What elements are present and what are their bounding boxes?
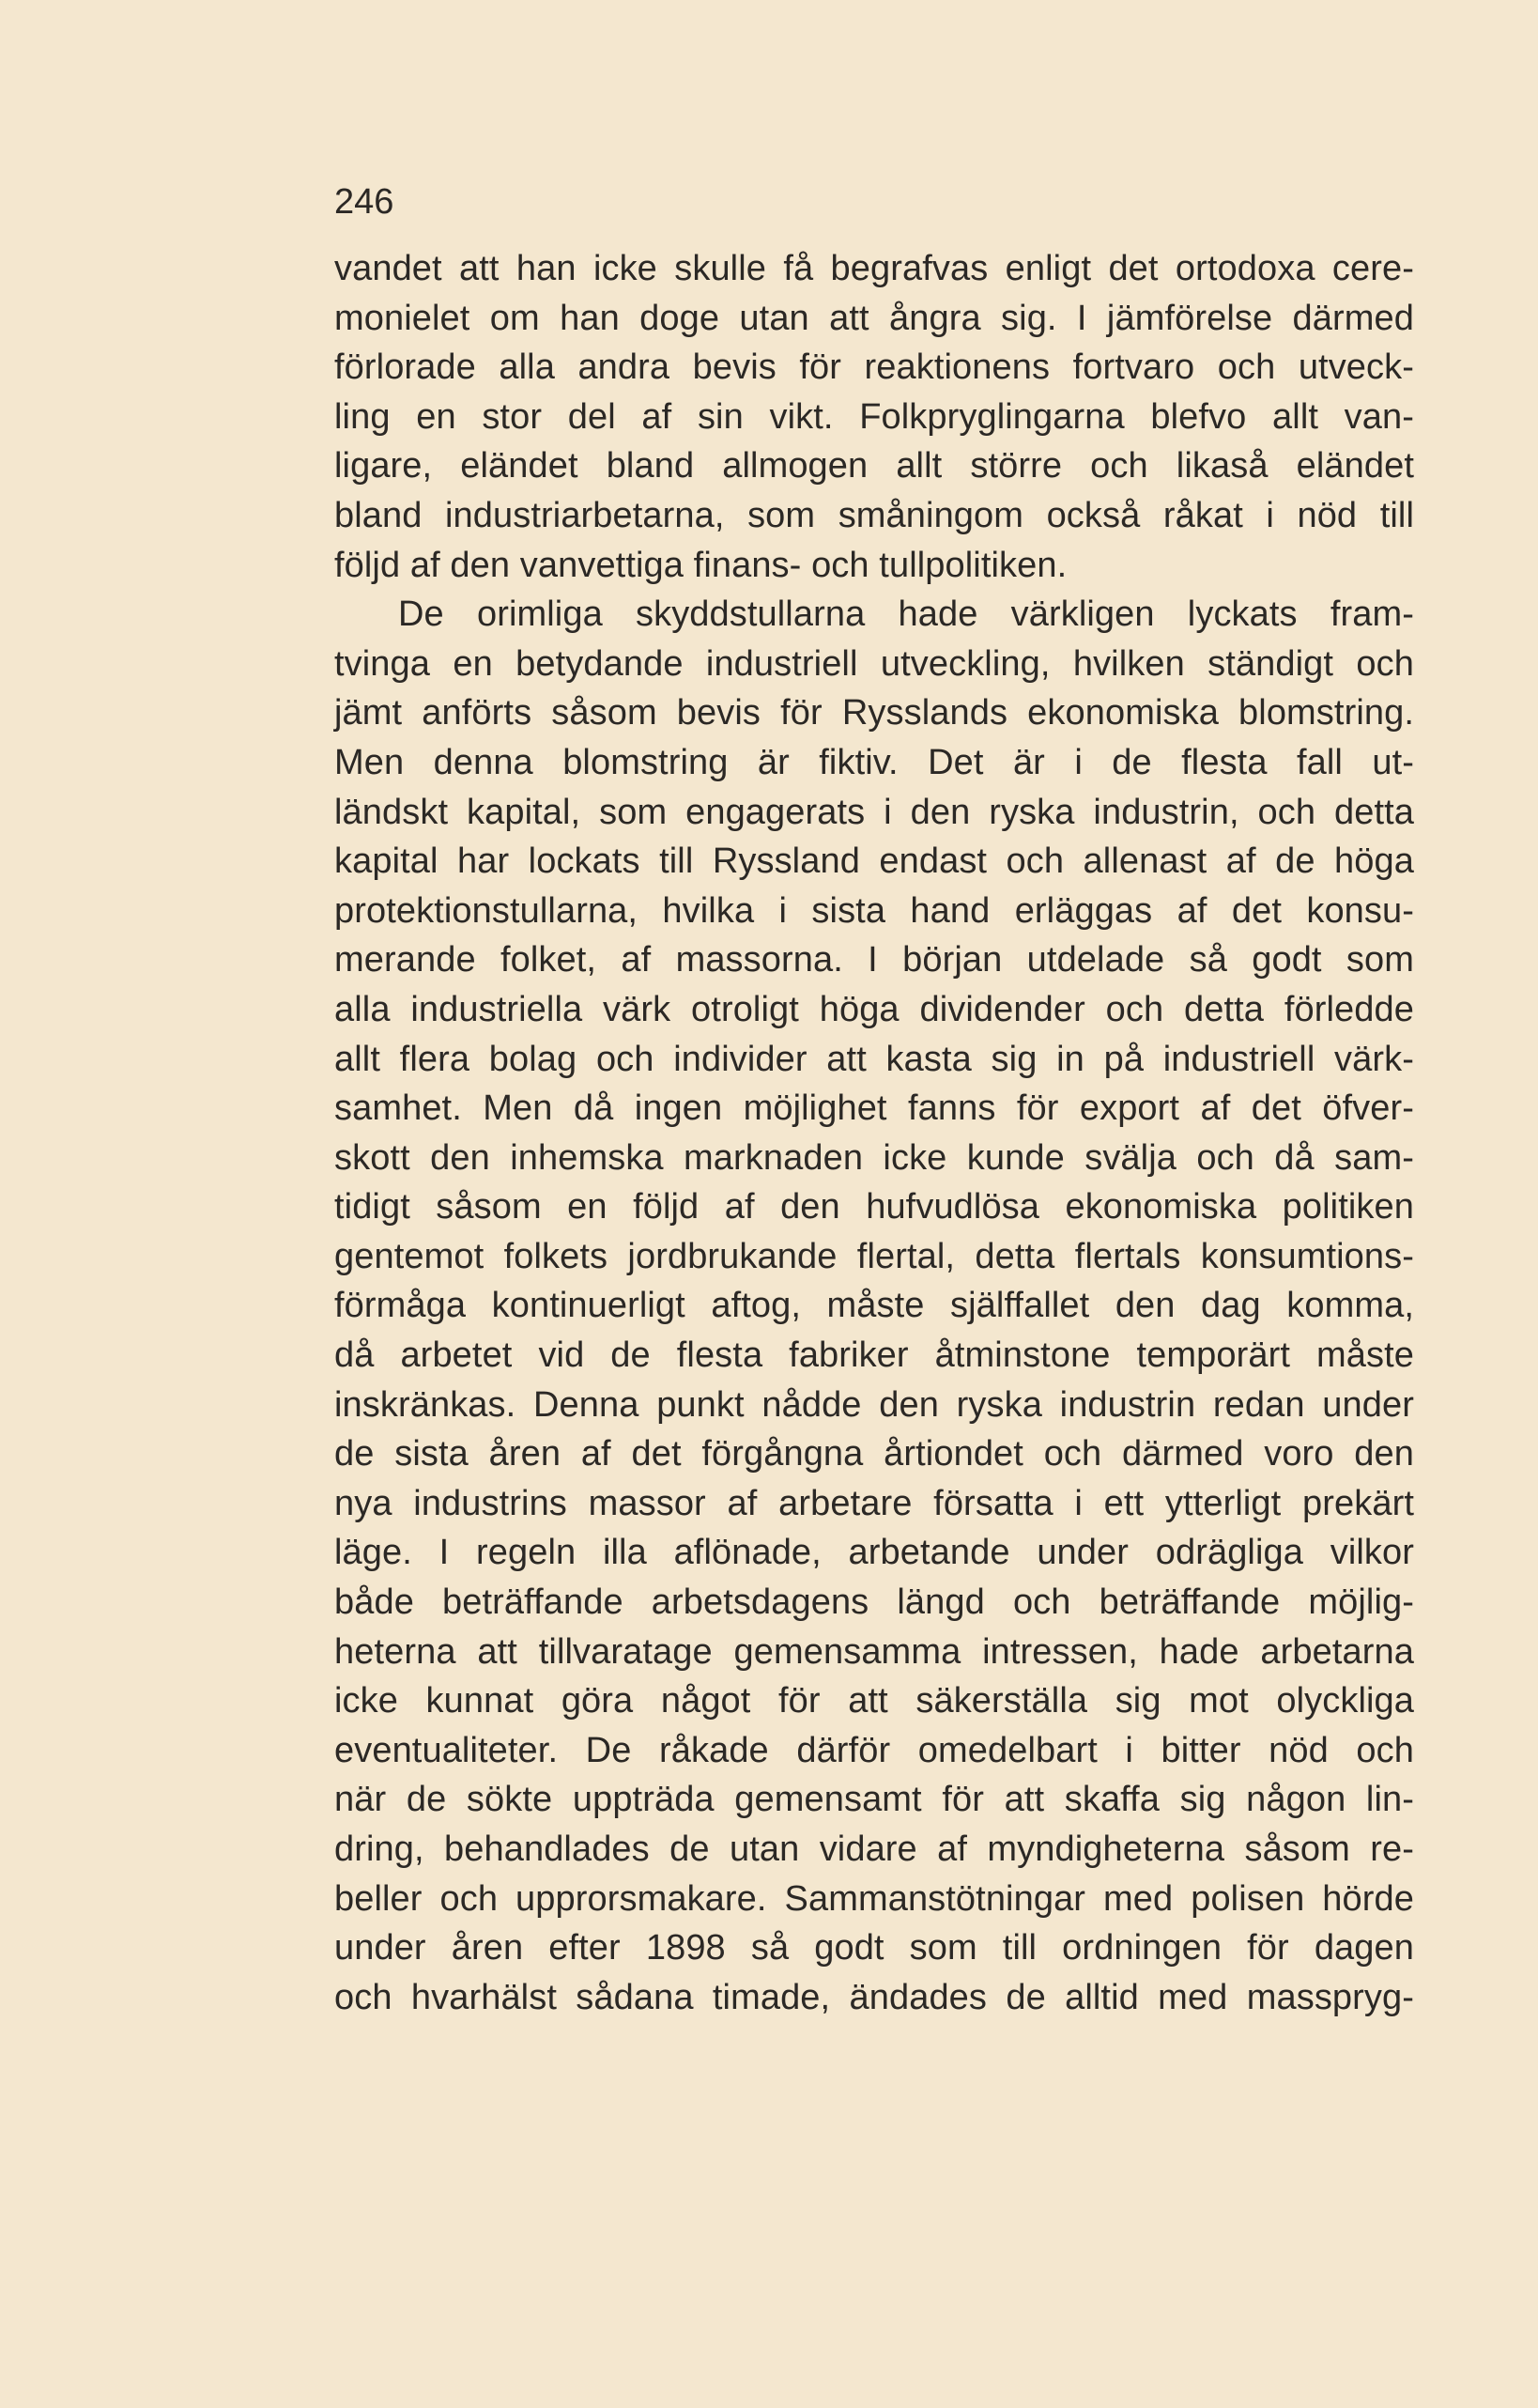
text-line: följd af den vanvettiga finans- och tullpolitiken. [334,545,1068,585]
text-line: tidigt såsom en följd af den hufvudlösa ekonomiska politiken [334,1187,1414,1227]
text-line: läge. I regeln illa aflönade, arbetande under odrägliga vilkor [334,1533,1414,1573]
text-line: heterna att tillvaratage gemensamma intressen, hade arbetarna [334,1631,1414,1672]
text-line: gentemot folkets jordbrukande flertal, detta flertals konsumtions- [334,1236,1414,1276]
text-line: förmåga kontinuerligt aftog, måste själffallet den dag komma, [334,1286,1414,1326]
text-line: monielet om han doge utan att ångra sig. I jämförelse därmed [334,298,1414,338]
text-line: under åren efter 1898 så godt som till ordningen för dagen [334,1928,1414,1968]
text-line: eventualiteter. De råkade därför omedelbart i bitter nöd och [334,1730,1414,1770]
text-line: dring, behandlades de utan vidare af myndigheterna såsom re- [334,1829,1414,1869]
text-line: merande folket, af massorna. I början utdelade så godt som [334,940,1414,980]
text-line: då arbetet vid de flesta fabriker åtminstone temporärt måste [334,1335,1414,1376]
text-line: icke kunnat göra något för att säkerställa sig mot olyckliga [334,1681,1414,1721]
text-line: protektionstullarna, hvilka i sista hand erläggas af det konsu- [334,890,1414,931]
page-number: 246 [334,182,394,222]
text-line: ligare, eländet bland allmogen allt större och likaså eländet [334,446,1414,486]
text-line: Men denna blomstring är fiktiv. Det är i de flesta fall ut- [334,742,1414,782]
text-line: alla industriella värk otroligt höga dividender och detta förledde [334,989,1414,1029]
text-line: när de sökte uppträda gemensamt för att skaffa sig någon lin- [334,1780,1414,1820]
text-line: nya industrins massor af arbetare försatta i ett ytterligt prekärt [334,1483,1414,1523]
text-line: ling en stor del af sin vikt. Folkpryglingarna blefvo allt van- [334,396,1414,437]
text-line: bland industriarbetarna, som småningom också råkat i nöd till [334,495,1414,535]
body-text [334,244,1414,2022]
text-line: skott den inhemska marknaden icke kunde svälja och då sam- [334,1137,1414,1178]
text-line: och hvarhälst sådana timade, ändades de alltid med masspryg- [334,1977,1414,2017]
text-line: ländskt kapital, som engagerats i den ryska industrin, och detta [334,792,1414,832]
text-line: vandet att han icke skulle få begrafvas enligt det ortodoxa cere- [334,249,1414,288]
text-line: tvinga en betydande industriell utveckling, hvilken ständigt och [334,643,1414,684]
text-line: inskränkas. Denna punkt nådde den ryska industrin redan under [334,1384,1414,1425]
text-line: jämt anförts såsom bevis för Rysslands ekonomiska blomstring. [334,693,1414,733]
text-line: allt flera bolag och individer att kasta sig in på industriell värk- [334,1039,1414,1079]
text-line: samhet. Men då ingen möjlighet fanns för export af det öfver- [334,1088,1414,1129]
text-line: kapital har lockats till Ryssland endast och allenast af de höga [334,841,1414,882]
text-line: beller och upprorsmakare. Sammanstötningar med polisen hörde [334,1878,1414,1919]
text-line: de sista åren af det förgångna årtiondet och därmed voro den [334,1434,1414,1474]
text-line: De orimliga skyddstullarna hade värkligen lyckats fram- [398,594,1414,635]
text-line: både beträffande arbetsdagens längd och beträffande möjlig- [334,1582,1414,1623]
text-line: förlorade alla andra bevis för reaktionens fortvaro och utveck- [334,347,1414,388]
